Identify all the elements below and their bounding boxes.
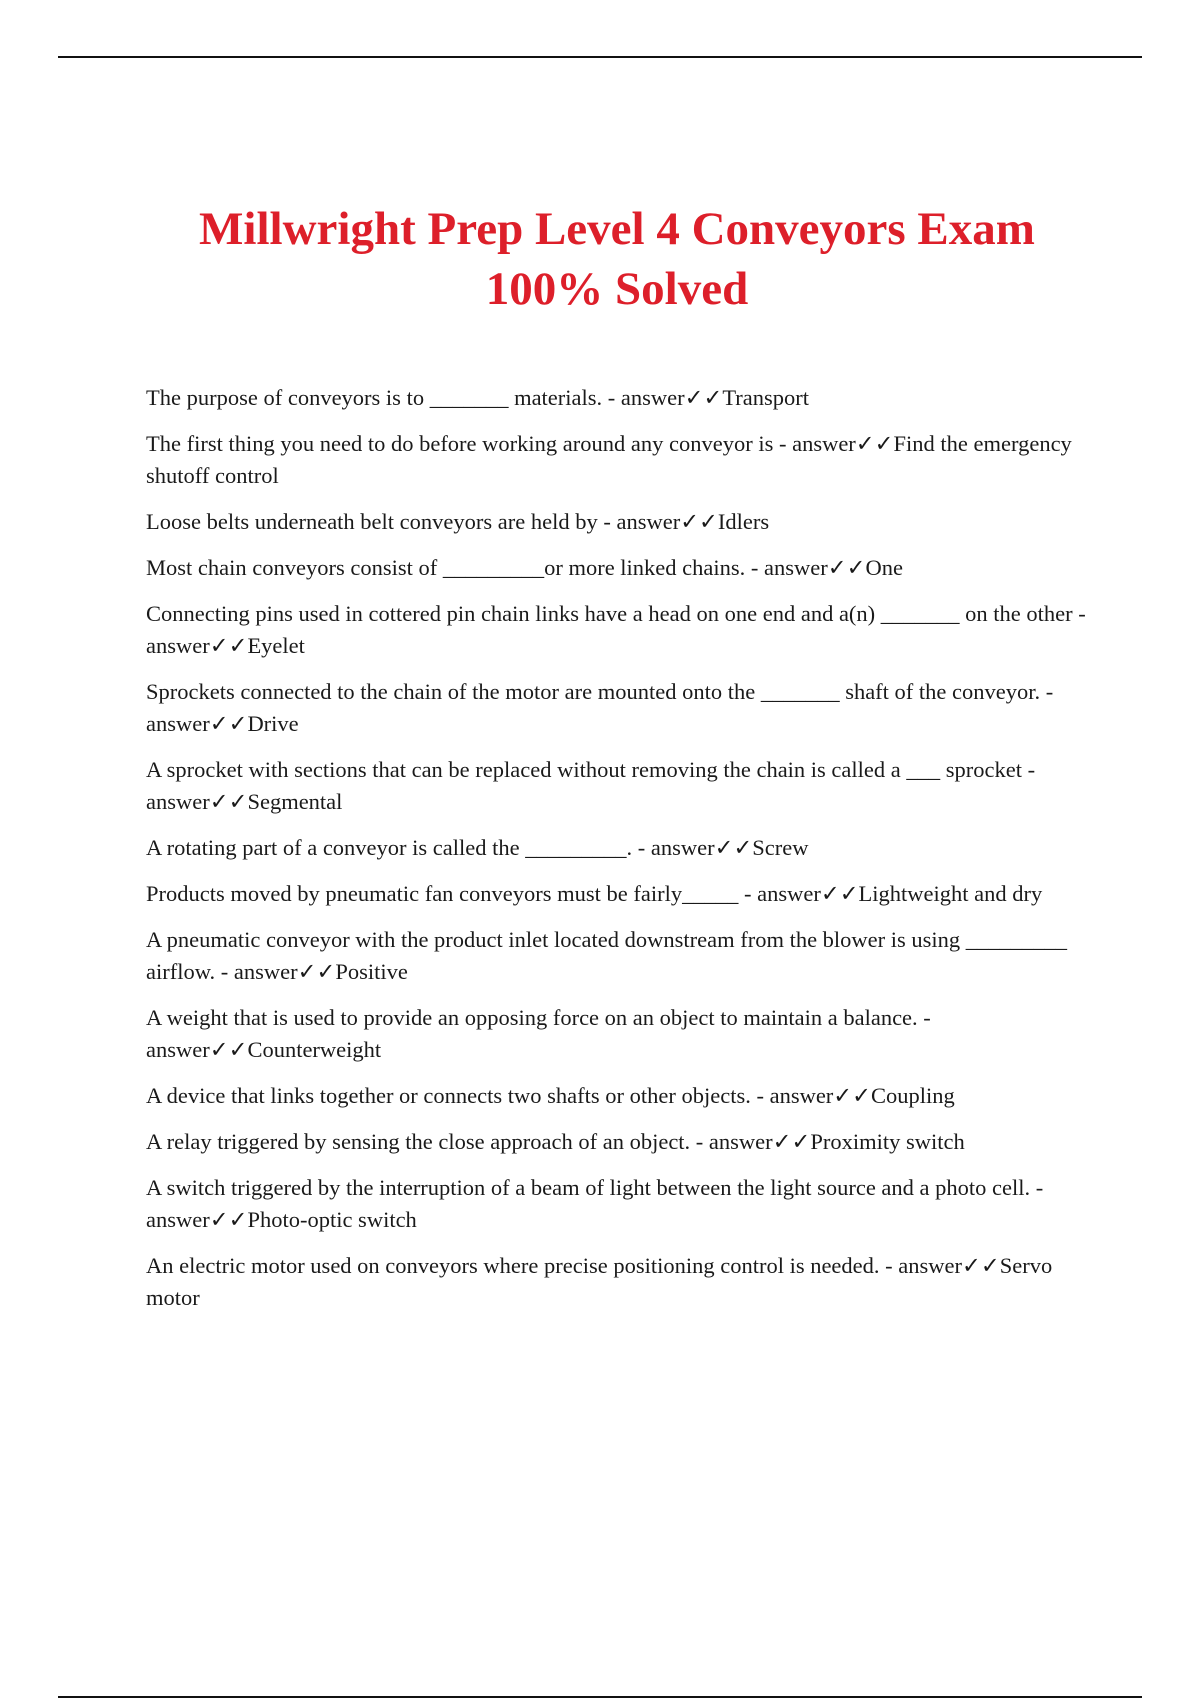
answer-text: Idlers: [717, 509, 770, 534]
question-text: A switch triggered by the interruption of a beam of light between the light source and a photo cell. - answer✓✓: [146, 1175, 1044, 1232]
qa-item: [146, 382, 1096, 414]
qa-item: [146, 1172, 1096, 1236]
title-line-1: Millwright Prep Level 4 Conveyors Exam: [199, 203, 1035, 256]
question-text: A sprocket with sections that can be replaced without removing the chain is called a ___ sprocket - answer✓✓: [146, 757, 1036, 814]
question-text: A relay triggered by sensing the close approach of an object. - answer✓✓: [146, 1129, 811, 1154]
document-title: [0, 199, 1200, 319]
title-line-2: 100% Solved: [485, 263, 749, 316]
qa-item: [146, 754, 1096, 818]
question-text: An electric motor used on conveyors where precise positioning control is needed. - answer✓✓: [146, 1253, 1000, 1278]
qa-item: [146, 1250, 1096, 1314]
answer-text: Photo-optic switch: [247, 1207, 417, 1232]
qa-item: [146, 832, 1096, 864]
question-text: Sprockets connected to the chain of the motor are mounted onto the _______ shaft of the conveyor. - answer✓✓: [146, 679, 1054, 736]
question-text: Loose belts underneath belt conveyors are held by - answer✓✓: [146, 509, 718, 534]
qa-item: [146, 878, 1096, 910]
question-text: A pneumatic conveyor with the product inlet located downstream from the blower is using _________ airflow. - answer✓✓: [146, 927, 1068, 984]
answer-text: Segmental: [247, 789, 343, 814]
answer-text: Counterweight: [247, 1037, 382, 1062]
question-text: A device that links together or connects two shafts or other objects. - answer✓✓: [146, 1083, 872, 1108]
answer-text: One: [865, 555, 903, 580]
answer-text: Eyelet: [247, 633, 305, 658]
question-text: Products moved by pneumatic fan conveyors must be fairly_____ - answer✓✓: [146, 881, 859, 906]
qa-item: [146, 1002, 1096, 1066]
question-text: The first thing you need to do before working around any conveyor is - answer✓✓: [146, 431, 894, 456]
answer-text: Drive: [247, 711, 299, 736]
qa-item: [146, 506, 1096, 538]
answer-text: Screw: [752, 835, 809, 860]
answer-text: Coupling: [871, 1083, 955, 1108]
question-text: Connecting pins used in cottered pin chain links have a head on one end and a(n) _______ on the other - answer✓✓: [146, 601, 1086, 658]
answer-text: Lightweight and dry: [858, 881, 1043, 906]
qa-item: [146, 1126, 1096, 1158]
answer-text: Proximity switch: [810, 1129, 965, 1154]
question-text: A rotating part of a conveyor is called the _________. - answer✓✓: [146, 835, 753, 860]
answer-text: Servo motor: [146, 1253, 1053, 1310]
qa-item: [146, 598, 1096, 662]
qa-list: [146, 382, 1096, 1328]
answer-text: Find the emergency shutoff control: [146, 431, 1072, 488]
question-text: A weight that is used to provide an opposing force on an object to maintain a balance. - answer✓✓: [146, 1005, 931, 1062]
question-text: Most chain conveyors consist of _________or more linked chains. - answer✓✓: [146, 555, 866, 580]
answer-text: Positive: [335, 959, 408, 984]
qa-item: [146, 676, 1096, 740]
bottom-rule: [58, 1696, 1142, 1698]
answer-text: Transport: [722, 385, 810, 410]
question-text: The purpose of conveyors is to _______ materials. - answer✓✓: [146, 385, 723, 410]
qa-item: [146, 1080, 1096, 1112]
qa-item: [146, 552, 1096, 584]
qa-item: [146, 428, 1096, 492]
top-rule: [58, 56, 1142, 58]
qa-item: [146, 924, 1096, 988]
